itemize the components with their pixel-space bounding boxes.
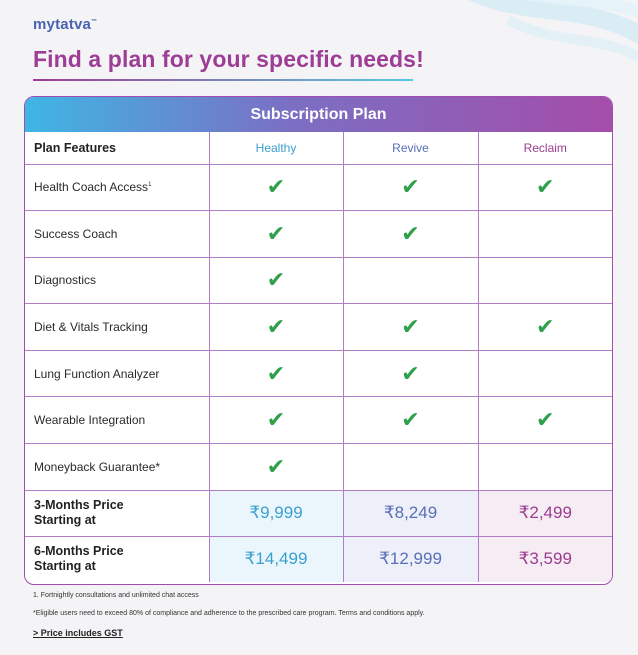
table-header-row <box>25 132 612 164</box>
feature-cell-healthy <box>209 444 343 491</box>
feature-row <box>25 304 612 351</box>
feature-row <box>25 397 612 444</box>
check-icon: ✔ <box>266 220 286 246</box>
feature-row <box>25 350 612 397</box>
plan-comparison-table <box>25 132 612 582</box>
feature-cell-revive <box>343 164 478 211</box>
logo-trademark: ™ <box>91 19 98 25</box>
feature-label-text: Diet & Vitals Tracking <box>34 320 148 335</box>
feature-label <box>25 444 209 491</box>
check-icon: ✔ <box>266 453 286 479</box>
feature-cell-revive <box>343 304 478 351</box>
subscription-plan-card <box>24 96 613 585</box>
feature-cell-reclaim <box>478 304 612 351</box>
check-icon: ✔ <box>266 314 286 340</box>
title-underline <box>33 79 413 81</box>
price-value-revive: ₹8,249 <box>343 490 478 536</box>
price-label <box>25 536 209 582</box>
check-icon: ✔ <box>401 220 420 246</box>
feature-row <box>25 211 612 258</box>
check-icon: ✔ <box>266 267 286 293</box>
feature-label-text: Wearable Integration <box>34 413 146 428</box>
check-icon: ✔ <box>536 314 555 340</box>
check-icon: ✔ <box>401 407 420 433</box>
feature-cell-reclaim <box>478 397 612 444</box>
feature-cell-healthy <box>209 350 343 397</box>
feature-label-text: Health Coach Access <box>34 180 149 195</box>
header-reclaim: Reclaim <box>478 132 612 164</box>
feature-cell-healthy <box>209 211 343 258</box>
price-row <box>25 490 612 536</box>
header-healthy: Healthy <box>209 132 343 164</box>
price-label <box>25 490 209 536</box>
feature-row <box>25 257 612 304</box>
feature-cell-revive <box>343 257 478 304</box>
logo-text: mytatva <box>33 16 92 33</box>
check-icon: ✔ <box>266 407 286 433</box>
feature-label-text: Moneyback Guarantee* <box>34 459 161 474</box>
feature-label-text: Diagnostics <box>34 273 97 288</box>
price-value-revive: ₹12,999 <box>343 536 478 582</box>
feature-label <box>25 164 209 211</box>
price-value-reclaim: ₹3,599 <box>478 536 612 582</box>
feature-cell-reclaim <box>478 164 612 211</box>
price-label-line1: 6-Months Price <box>34 544 124 559</box>
check-icon: ✔ <box>401 174 420 200</box>
feature-cell-revive <box>343 397 478 444</box>
check-icon: ✔ <box>266 360 286 386</box>
feature-label <box>25 397 209 444</box>
price-value-healthy: ₹14,499 <box>209 536 343 582</box>
gst-note: > Price includes GST <box>33 628 123 638</box>
check-icon: ✔ <box>536 174 555 200</box>
feature-cell-revive <box>343 211 478 258</box>
feature-cell-healthy <box>209 304 343 351</box>
feature-label <box>25 350 209 397</box>
feature-cell-healthy <box>209 164 343 211</box>
feature-footnote-marker: 1 <box>148 182 152 189</box>
feature-label-text: Success Coach <box>34 226 118 241</box>
card-heading: Subscription Plan <box>25 97 612 132</box>
feature-label <box>25 257 209 304</box>
feature-cell-healthy <box>209 257 343 304</box>
price-value-healthy: ₹9,999 <box>209 490 343 536</box>
feature-cell-reclaim <box>478 350 612 397</box>
feature-cell-revive <box>343 444 478 491</box>
price-label-line1: 3-Months Price <box>34 498 124 513</box>
feature-label <box>25 211 209 258</box>
page-title: Find a plan for your specific needs! <box>33 46 424 72</box>
price-label-line2: Starting at <box>34 513 96 528</box>
header-revive: Revive <box>343 132 478 164</box>
feature-cell-revive <box>343 350 478 397</box>
check-icon: ✔ <box>266 174 286 200</box>
feature-label <box>25 304 209 351</box>
price-label-line2: Starting at <box>34 559 96 574</box>
feature-row <box>25 164 612 211</box>
check-icon: ✔ <box>536 407 555 433</box>
brand-logo <box>33 16 97 33</box>
footnote-2: *Eligible users need to exceed 80% of compliance and adherence to the prescribed care program. Terms and conditions apply. <box>33 610 425 617</box>
footnote-1: 1. Fortnightly consultations and unlimited chat access <box>33 592 199 599</box>
feature-cell-reclaim <box>478 257 612 304</box>
feature-cell-healthy <box>209 397 343 444</box>
feature-label-text: Lung Function Analyzer <box>34 366 160 381</box>
feature-cell-reclaim <box>478 444 612 491</box>
check-icon: ✔ <box>401 314 420 340</box>
check-icon: ✔ <box>401 360 420 386</box>
price-value-reclaim: ₹2,499 <box>478 490 612 536</box>
header-plan-features: Plan Features <box>25 132 209 164</box>
price-row <box>25 536 612 582</box>
feature-cell-reclaim <box>478 211 612 258</box>
feature-row <box>25 444 612 491</box>
